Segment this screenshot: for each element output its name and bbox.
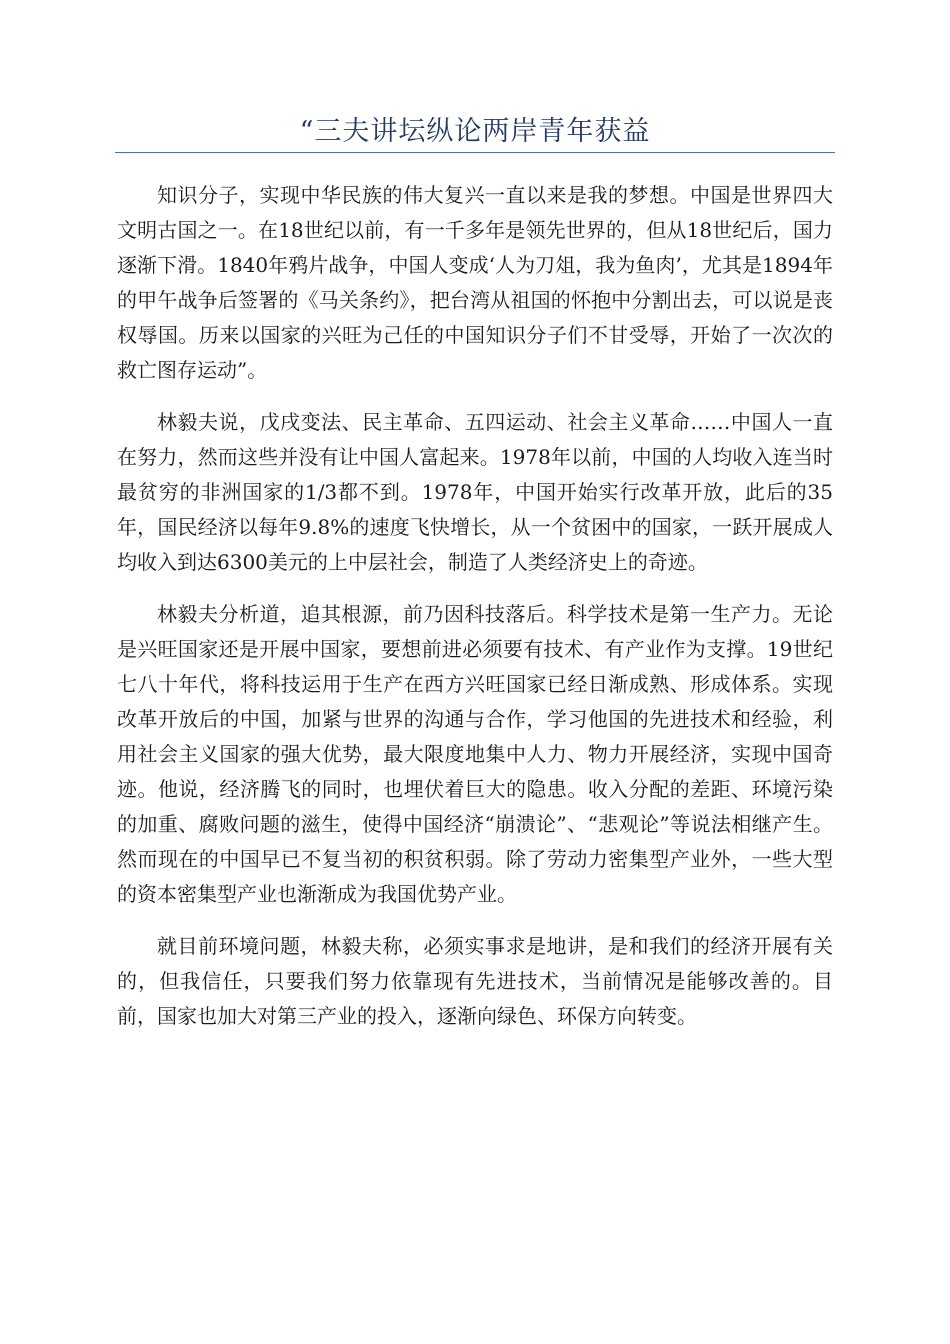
- page-title: “三夫讲坛纵论两岸青年获益: [299, 116, 651, 147]
- paragraph-3: 林毅夫分析道，追其根源，前乃因科技落后。科学技术是第一生产力。无论是兴旺国家还是开展中国家，要想前进必须要有技术、有产业作为支撑。19世纪七八十年代，将科技运用于生产在西方兴旺国家已经日渐成熟、形成体系。实现改革开放后的中国，加紧与世界的沟通与合作，学习他国的先进技术和经验，利用社会主义国家的强大优势，最大限度地集中人力、物力开展经济，实现中国奇迹。他说，经济腾飞的同时，也埋伏着巨大的隐患。收入分配的差距、环境污染的加重、腐败问题的滋生，使得中国经济“崩溃论”、“悲观论”等说法相继产生。然而现在的中国早已不复当初的积贫积弱。除了劳动力密集型产业外，一些大型的资本密集型产业也渐渐成为我国优势产业。: [117, 602, 833, 906]
- paragraph-4: 就目前环境问题，林毅夫称，必须实事求是地讲，是和我们的经济开展有关的，但我信任，只要我们努力依靠现有先进技术，当前情况是能够改善的。目前，国家也加大对第三产业的投入，逐渐向绿色、环保方向转变。: [117, 934, 833, 1028]
- paragraph-2: 林毅夫说，戊戌变法、民主革命、五四运动、社会主义革命……中国人一直在努力，然而这些并没有让中国人富起来。1978年以前，中国的人均收入连当时最贫穷的非洲国家的1/3都不到。1978年，中国开始实行改革开放，此后的35年，国民经济以每年9.8%的速度飞快增长，从一个贫困中的国家，一跃开展成人均收入到达6300美元的上中层社会，制造了人类经济史上的奇迹。: [117, 410, 833, 574]
- paragraph-1: 知识分子，实现中华民族的伟大复兴一直以来是我的梦想。中国是世界四大文明古国之一。在18世纪以前，有一千多年是领先世界的，但从18世纪后，国力逐渐下滑。1840年鸦片战争，中国人变成‘人为刀俎，我为鱼肉’，尤其是1894年的甲午战争后签署的《马关条约》，把台湾从祖国的怀抱中分割出去，可以说是丧权辱国。历来以国家的兴旺为己任的中国知识分子们不甘受辱，开始了一次次的救亡图存运动”。: [117, 183, 833, 382]
- article-body: [117, 178, 833, 1051]
- title-block: [115, 112, 835, 153]
- title-underline: [115, 152, 835, 153]
